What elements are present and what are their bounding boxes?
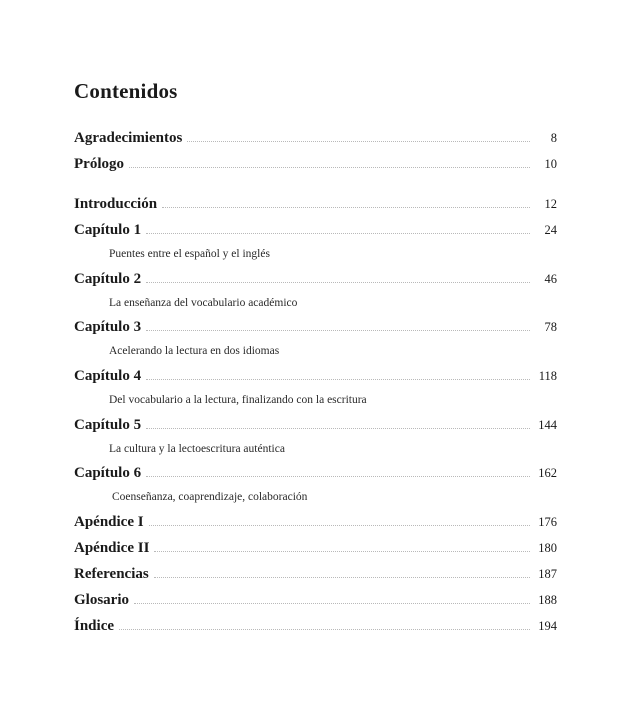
toc-entry-label: Capítulo 6	[74, 465, 142, 482]
toc-entry-row[interactable]	[74, 223, 557, 238]
toc-entry-subtitle: Acelerando la lectura en dos idiomas	[109, 345, 280, 358]
toc-page-number: 118	[538, 369, 557, 384]
dot-leader	[187, 140, 530, 142]
toc-entry[interactable]	[74, 261, 557, 310]
toc-entry-row[interactable]	[74, 541, 557, 556]
toc-entry-subtitle: Coenseñanza, coaprendizaje, colaboración	[112, 491, 308, 504]
toc-entry-label: Capítulo 4	[74, 368, 142, 385]
toc-page-number: 8	[550, 131, 557, 146]
dot-leader	[146, 329, 530, 331]
toc-entry-label: Capítulo 3	[74, 319, 142, 336]
toc-entry-list	[74, 131, 557, 634]
toc-entry-row[interactable]	[74, 593, 557, 608]
dot-leader	[134, 602, 530, 604]
toc-entry-row[interactable]	[74, 320, 557, 335]
dot-leader	[119, 628, 530, 630]
toc-page-number: 12	[544, 197, 557, 212]
dot-leader	[154, 576, 530, 578]
dot-leader	[146, 378, 530, 380]
page-title: Contenidos	[74, 79, 178, 103]
toc-page-number: 180	[538, 540, 557, 555]
toc-entry-row[interactable]	[74, 197, 557, 212]
toc-entry-row[interactable]	[74, 369, 557, 384]
toc-page-number: 162	[538, 466, 557, 481]
toc-entry-row[interactable]	[74, 515, 557, 530]
dot-leader	[162, 206, 530, 208]
toc-page-number: 24	[544, 223, 557, 238]
toc-entry-label: Capítulo 2	[74, 270, 142, 287]
toc-entry-label: Introducción	[74, 196, 158, 213]
toc-entry-label: Agradecimientos	[74, 130, 183, 147]
toc-entry-label: Glosario	[74, 591, 129, 608]
toc-entry-subtitle: La cultura y la lectoescritura auténtica	[109, 442, 285, 455]
dot-leader	[146, 475, 530, 477]
toc-entry[interactable]	[74, 146, 557, 172]
toc-entry-row[interactable]	[74, 157, 557, 172]
toc-entry-subtitle: La enseñanza del vocabulario académico	[109, 296, 298, 309]
toc-page-number: 78	[544, 320, 557, 335]
toc-entry[interactable]	[74, 172, 557, 212]
toc-entry-label: Capítulo 1	[74, 222, 142, 239]
toc-entry[interactable]	[74, 212, 557, 261]
toc-entry-label: Prólogo	[74, 156, 124, 173]
toc-entry-row[interactable]	[74, 418, 557, 433]
toc-page-number: 144	[538, 417, 557, 432]
dot-leader	[146, 427, 530, 429]
toc-entry[interactable]	[74, 455, 557, 504]
toc-page-number: 187	[538, 566, 557, 581]
toc-entry[interactable]	[74, 358, 557, 407]
toc-entry[interactable]	[74, 608, 557, 634]
toc-entry-row[interactable]	[74, 131, 557, 146]
toc-page-number: 10	[544, 157, 557, 172]
toc-entry-row[interactable]	[74, 567, 557, 582]
toc-entry[interactable]	[74, 504, 557, 530]
toc-entry[interactable]	[74, 407, 557, 456]
dot-leader	[149, 524, 530, 526]
toc-entry[interactable]	[74, 556, 557, 582]
dot-leader	[146, 281, 530, 283]
toc-entry-row[interactable]	[74, 619, 557, 634]
toc-page-number: 46	[544, 271, 557, 286]
dot-leader	[129, 166, 530, 168]
toc-entry-subtitle: Del vocabulario a la lectura, finalizando con la escritura	[109, 394, 367, 407]
table-of-contents	[74, 80, 557, 634]
toc-entry-row[interactable]	[74, 466, 557, 481]
toc-entry[interactable]	[74, 131, 557, 146]
toc-page-number: 176	[538, 514, 557, 529]
toc-entry-subtitle: Puentes entre el español y el inglés	[109, 248, 270, 261]
toc-entry-label: Índice	[74, 617, 115, 634]
toc-page-number: 188	[538, 592, 557, 607]
dot-leader	[146, 232, 530, 234]
toc-entry[interactable]	[74, 582, 557, 608]
dot-leader	[154, 550, 530, 552]
toc-entry-label: Referencias	[74, 565, 149, 582]
toc-entry[interactable]	[74, 309, 557, 358]
toc-page-number: 194	[538, 618, 557, 633]
toc-entry-label: Capítulo 5	[74, 416, 142, 433]
toc-entry-label: Apéndice I	[74, 513, 144, 530]
toc-entry-row[interactable]	[74, 272, 557, 287]
toc-entry-label: Apéndice II	[74, 539, 150, 556]
toc-entry[interactable]	[74, 530, 557, 556]
